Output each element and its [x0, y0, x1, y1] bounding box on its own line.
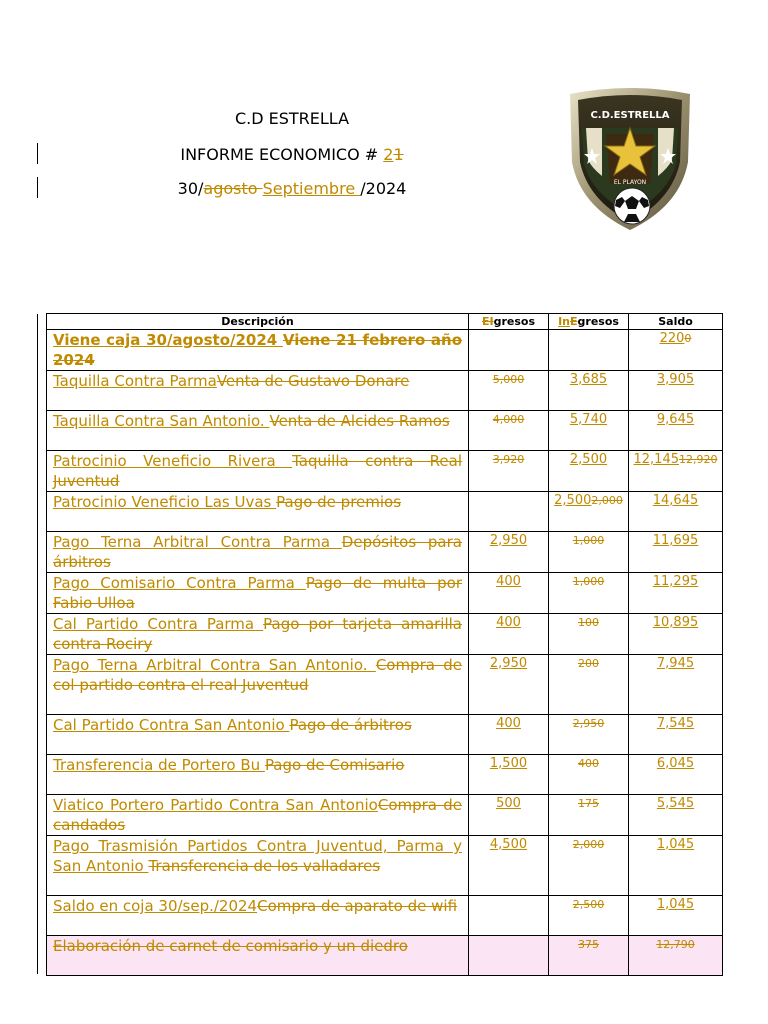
row-expense [549, 655, 629, 715]
description-old: Compra de aparato de wifi [257, 897, 458, 915]
income-old: 4,000 [492, 413, 525, 426]
expense-old: 375 [578, 938, 599, 951]
row-description [47, 655, 469, 715]
row-income [469, 330, 549, 371]
date-suffix: /2024 [360, 179, 407, 198]
date-month-new: Septiembre [262, 179, 361, 198]
col-expense [549, 314, 629, 330]
table-row [47, 371, 723, 411]
description-old: Pago de árbitros [289, 716, 412, 734]
row-income [469, 655, 549, 715]
row-description [47, 451, 469, 492]
description-old: Compra de candados [53, 796, 462, 834]
row-balance [629, 936, 723, 976]
row-expense [549, 614, 629, 655]
description-old: Taquilla contra Real Juventud [53, 452, 463, 490]
row-balance [629, 795, 723, 836]
balance-new: 7,545 [656, 716, 695, 731]
row-balance [629, 330, 723, 371]
expense-old: 2,500 [572, 898, 605, 911]
row-description [47, 755, 469, 795]
logo-bottom-text: EL PLAYON [613, 179, 647, 186]
row-description [47, 573, 469, 614]
table-row [47, 655, 723, 715]
balance-new: 11,295 [652, 574, 699, 589]
income-new: 2,950 [489, 656, 528, 671]
row-balance [629, 655, 723, 715]
club-name: C.D ESTRELLA [234, 109, 350, 128]
row-balance [629, 451, 723, 492]
row-balance [629, 532, 723, 573]
row-income [469, 573, 549, 614]
row-balance [629, 411, 723, 451]
row-income [469, 715, 549, 755]
row-income [469, 492, 549, 532]
row-description [47, 936, 469, 976]
income-new: 400 [496, 574, 521, 589]
balance-new: 220 [659, 331, 685, 346]
description-old: Viene 21 febrero año 2024 [53, 331, 463, 369]
description-old: Elaboración de carnet de comisario y un diedro [53, 937, 408, 955]
row-description [47, 330, 469, 371]
row-expense [549, 532, 629, 573]
description-new: Saldo en coja 30/sep./2024 [53, 897, 258, 915]
table-row [47, 795, 723, 836]
row-expense [549, 836, 629, 896]
row-expense [549, 795, 629, 836]
report-title [0, 145, 584, 164]
row-description [47, 795, 469, 836]
description-new: Patrocinio Veneficio Las Uvas [53, 493, 277, 511]
col-expense-rest: gresos [577, 315, 619, 328]
expense-old: 100 [578, 616, 599, 629]
balance-new: 1,045 [656, 897, 695, 912]
table-row [47, 936, 723, 976]
row-description [47, 492, 469, 532]
row-income [469, 451, 549, 492]
row-income [469, 411, 549, 451]
report-number-old: 1 [393, 145, 404, 164]
row-expense [549, 492, 629, 532]
balance-old: 12,790 [656, 938, 695, 951]
col-income [469, 314, 549, 330]
description-new: Pago Trasmisión Partidos Contra Juventud, Parma y San Antonio [53, 837, 462, 875]
expense-new: 2,500 [569, 452, 608, 467]
row-balance [629, 896, 723, 936]
row-expense [549, 371, 629, 411]
expense-old: 400 [578, 757, 599, 770]
description-new: Cal Partido Contra San Antonio [53, 716, 290, 734]
table-change-bar [37, 314, 38, 974]
description-new: Taquilla Contra San Antonio. [53, 412, 270, 430]
row-balance [629, 715, 723, 755]
income-old: 5,000 [492, 373, 525, 386]
row-income [469, 532, 549, 573]
description-old: Compra de col partido contra el real Juventud [53, 656, 463, 694]
description-new: Transferencia de Portero Bu [53, 756, 265, 774]
row-description [47, 836, 469, 896]
table-row [47, 836, 723, 896]
balance-old: 12,920 [679, 453, 718, 466]
description-new: Pago Terna Arbitral Contra San Antonio. [53, 656, 376, 674]
description-new: Cal Partido Contra Parma [53, 615, 264, 633]
description-new: Patrocinio Veneficio Rivera [53, 452, 293, 470]
balance-new: 1,045 [656, 837, 695, 852]
table-row [47, 755, 723, 795]
description-old: Pago de Comisario [264, 756, 405, 774]
income-new: 4,500 [489, 837, 528, 852]
row-balance [629, 371, 723, 411]
description-old: Venta de Gustavo Donare [216, 372, 410, 390]
balance-new: 7,945 [656, 656, 695, 671]
row-income [469, 936, 549, 976]
date-prefix: 30/ [177, 179, 204, 198]
description-new: Pago Terna Arbitral Contra Parma [53, 533, 342, 551]
row-expense [549, 896, 629, 936]
table-row [47, 896, 723, 936]
row-income [469, 896, 549, 936]
table-row [47, 492, 723, 532]
table-header-row [47, 314, 723, 330]
balance-old: 0 [684, 332, 692, 345]
col-income-rest: gresos [493, 315, 536, 328]
report-prefix: INFORME ECONOMICO # [180, 145, 384, 164]
row-expense [549, 451, 629, 492]
club-title [0, 109, 584, 128]
logo-top-text: C.D.ESTRELLA [590, 110, 670, 121]
balance-new: 9,645 [656, 412, 695, 427]
description-new: Viene caja 30/agosto/2024 [53, 331, 283, 349]
table-row [47, 330, 723, 371]
expense-old: 200 [578, 657, 599, 670]
col-expense-old: E [570, 315, 578, 328]
table-row [47, 411, 723, 451]
expense-old: 1,000 [572, 575, 605, 588]
description-old: Pago de premios [276, 493, 402, 511]
balance-new: 6,045 [656, 756, 695, 771]
expense-old: 1,000 [572, 534, 605, 547]
report-date [0, 179, 584, 198]
row-expense [549, 573, 629, 614]
finance-table [46, 313, 723, 976]
income-old: 3,920 [492, 453, 525, 466]
row-income [469, 755, 549, 795]
expense-old: 2,000 [591, 494, 623, 507]
balance-new: 12,145 [633, 452, 679, 467]
income-new: 400 [496, 716, 521, 731]
description-old: Depósitos para árbitros [53, 533, 462, 571]
table-row [47, 451, 723, 492]
expense-old: 2,950 [572, 717, 605, 730]
row-balance [629, 755, 723, 795]
row-expense [549, 411, 629, 451]
row-description [47, 411, 469, 451]
row-balance [629, 492, 723, 532]
table-row [47, 715, 723, 755]
table-row [47, 573, 723, 614]
row-balance [629, 614, 723, 655]
balance-new: 11,695 [652, 533, 699, 548]
row-expense [549, 330, 629, 371]
row-income [469, 836, 549, 896]
report-number-new: 2 [383, 145, 394, 164]
description-new: Viatico Portero Partido Contra San Antonio [53, 796, 378, 814]
club-logo-icon [562, 84, 698, 232]
row-balance [629, 836, 723, 896]
description-new: Taquilla Contra Parma [53, 372, 217, 390]
description-old: Transferencia de los valladares [148, 857, 381, 875]
expense-new: 3,685 [569, 372, 608, 387]
description-new: Pago Comisario Contra Parma [53, 574, 306, 592]
balance-new: 5,545 [656, 796, 695, 811]
balance-new: 14,645 [652, 493, 699, 508]
row-income [469, 371, 549, 411]
col-description: Descripción [47, 314, 469, 330]
row-expense [549, 936, 629, 976]
row-balance [629, 573, 723, 614]
income-new: 1,500 [489, 756, 528, 771]
row-description [47, 532, 469, 573]
expense-old: 175 [578, 797, 599, 810]
balance-new: 10,895 [652, 615, 699, 630]
date-month-old: agosto [203, 179, 263, 198]
expense-new: 5,740 [569, 412, 608, 427]
expense-old: 2,000 [572, 838, 605, 851]
row-description [47, 715, 469, 755]
col-balance: Saldo [629, 314, 723, 330]
row-description [47, 614, 469, 655]
row-description [47, 896, 469, 936]
income-new: 400 [496, 615, 521, 630]
col-expense-new: In [558, 315, 570, 328]
table-row [47, 532, 723, 573]
balance-new: 3,905 [656, 372, 695, 387]
row-description [47, 371, 469, 411]
description-old: Venta de Alcides Ramos [269, 412, 450, 430]
expense-new: 2,500 [554, 493, 592, 508]
description-old: Pago de multa por Fabio Ulloa [53, 574, 462, 612]
row-income [469, 614, 549, 655]
income-new: 2,950 [489, 533, 528, 548]
description-old: Pago por tarjeta amarilla contra Rociry [53, 615, 463, 653]
row-expense [549, 755, 629, 795]
row-expense [549, 715, 629, 755]
col-income-old: EI [481, 315, 494, 328]
income-new: 500 [496, 796, 521, 811]
row-income [469, 795, 549, 836]
table-row [47, 614, 723, 655]
